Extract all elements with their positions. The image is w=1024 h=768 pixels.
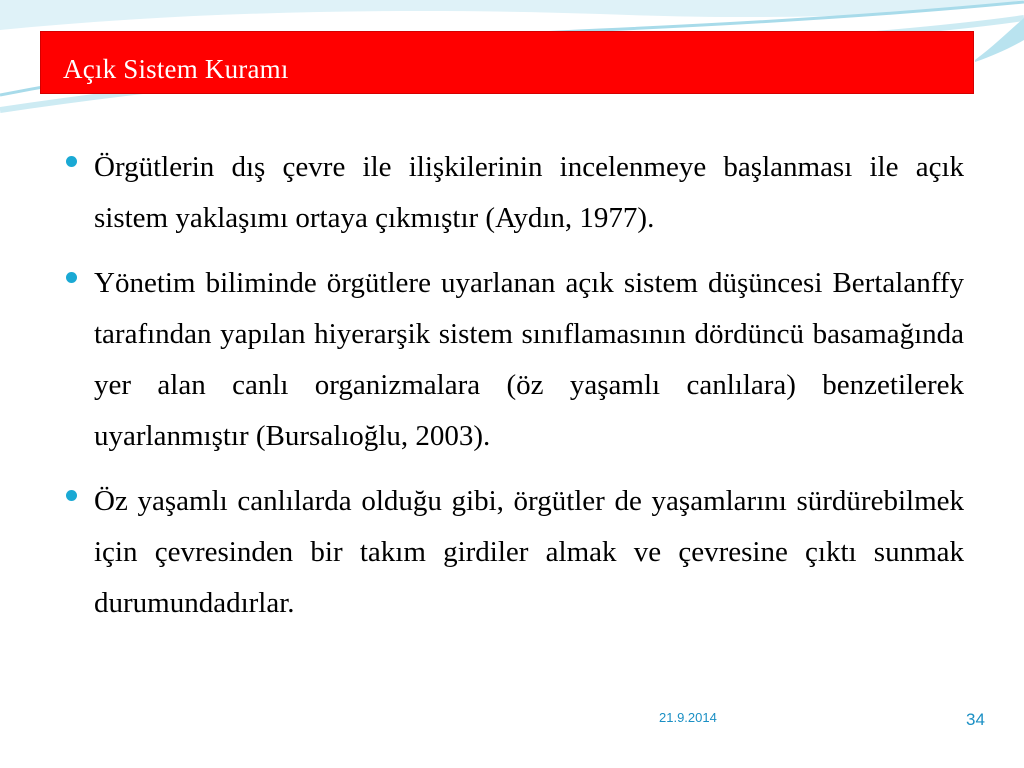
bullet-icon (66, 156, 77, 167)
bullet-list (64, 142, 964, 643)
bullet-icon (66, 272, 77, 283)
bullet-text: Öz yaşamlı canlılarda olduğu gibi, örgütler de yaşamlarını sürdürebilmek için çevresinden bir takım girdiler almak ve çevresine çıktı sunmak durumundadırlar. (94, 485, 964, 619)
bullet-text: Örgütlerin dış çevre ile ilişkilerinin incelenmeye başlanması ile açık sistem yaklaşımı ortaya çıkmıştır (Aydın, 1977). (94, 151, 964, 234)
bullet-text: Yönetim biliminde örgütlere uyarlanan açık sistem düşüncesi Bertalanffy tarafından yapılan hiyerarşik sistem sınıflamasının dördüncü basamağında yer alan canlı organizmalara (öz yaşamlı canlılara) benzetilerek uyarlanmıştır (Bursalıoğlu, 2003). (94, 267, 964, 452)
slide-title: Açık Sistem Kuramı (63, 54, 289, 84)
bullet-icon (66, 490, 77, 501)
footer-date: 21.9.2014 (659, 710, 717, 725)
list-item (64, 142, 964, 244)
list-item (64, 476, 964, 629)
title-bar (40, 31, 974, 94)
list-item (64, 258, 964, 462)
page-number: 34 (966, 710, 985, 729)
